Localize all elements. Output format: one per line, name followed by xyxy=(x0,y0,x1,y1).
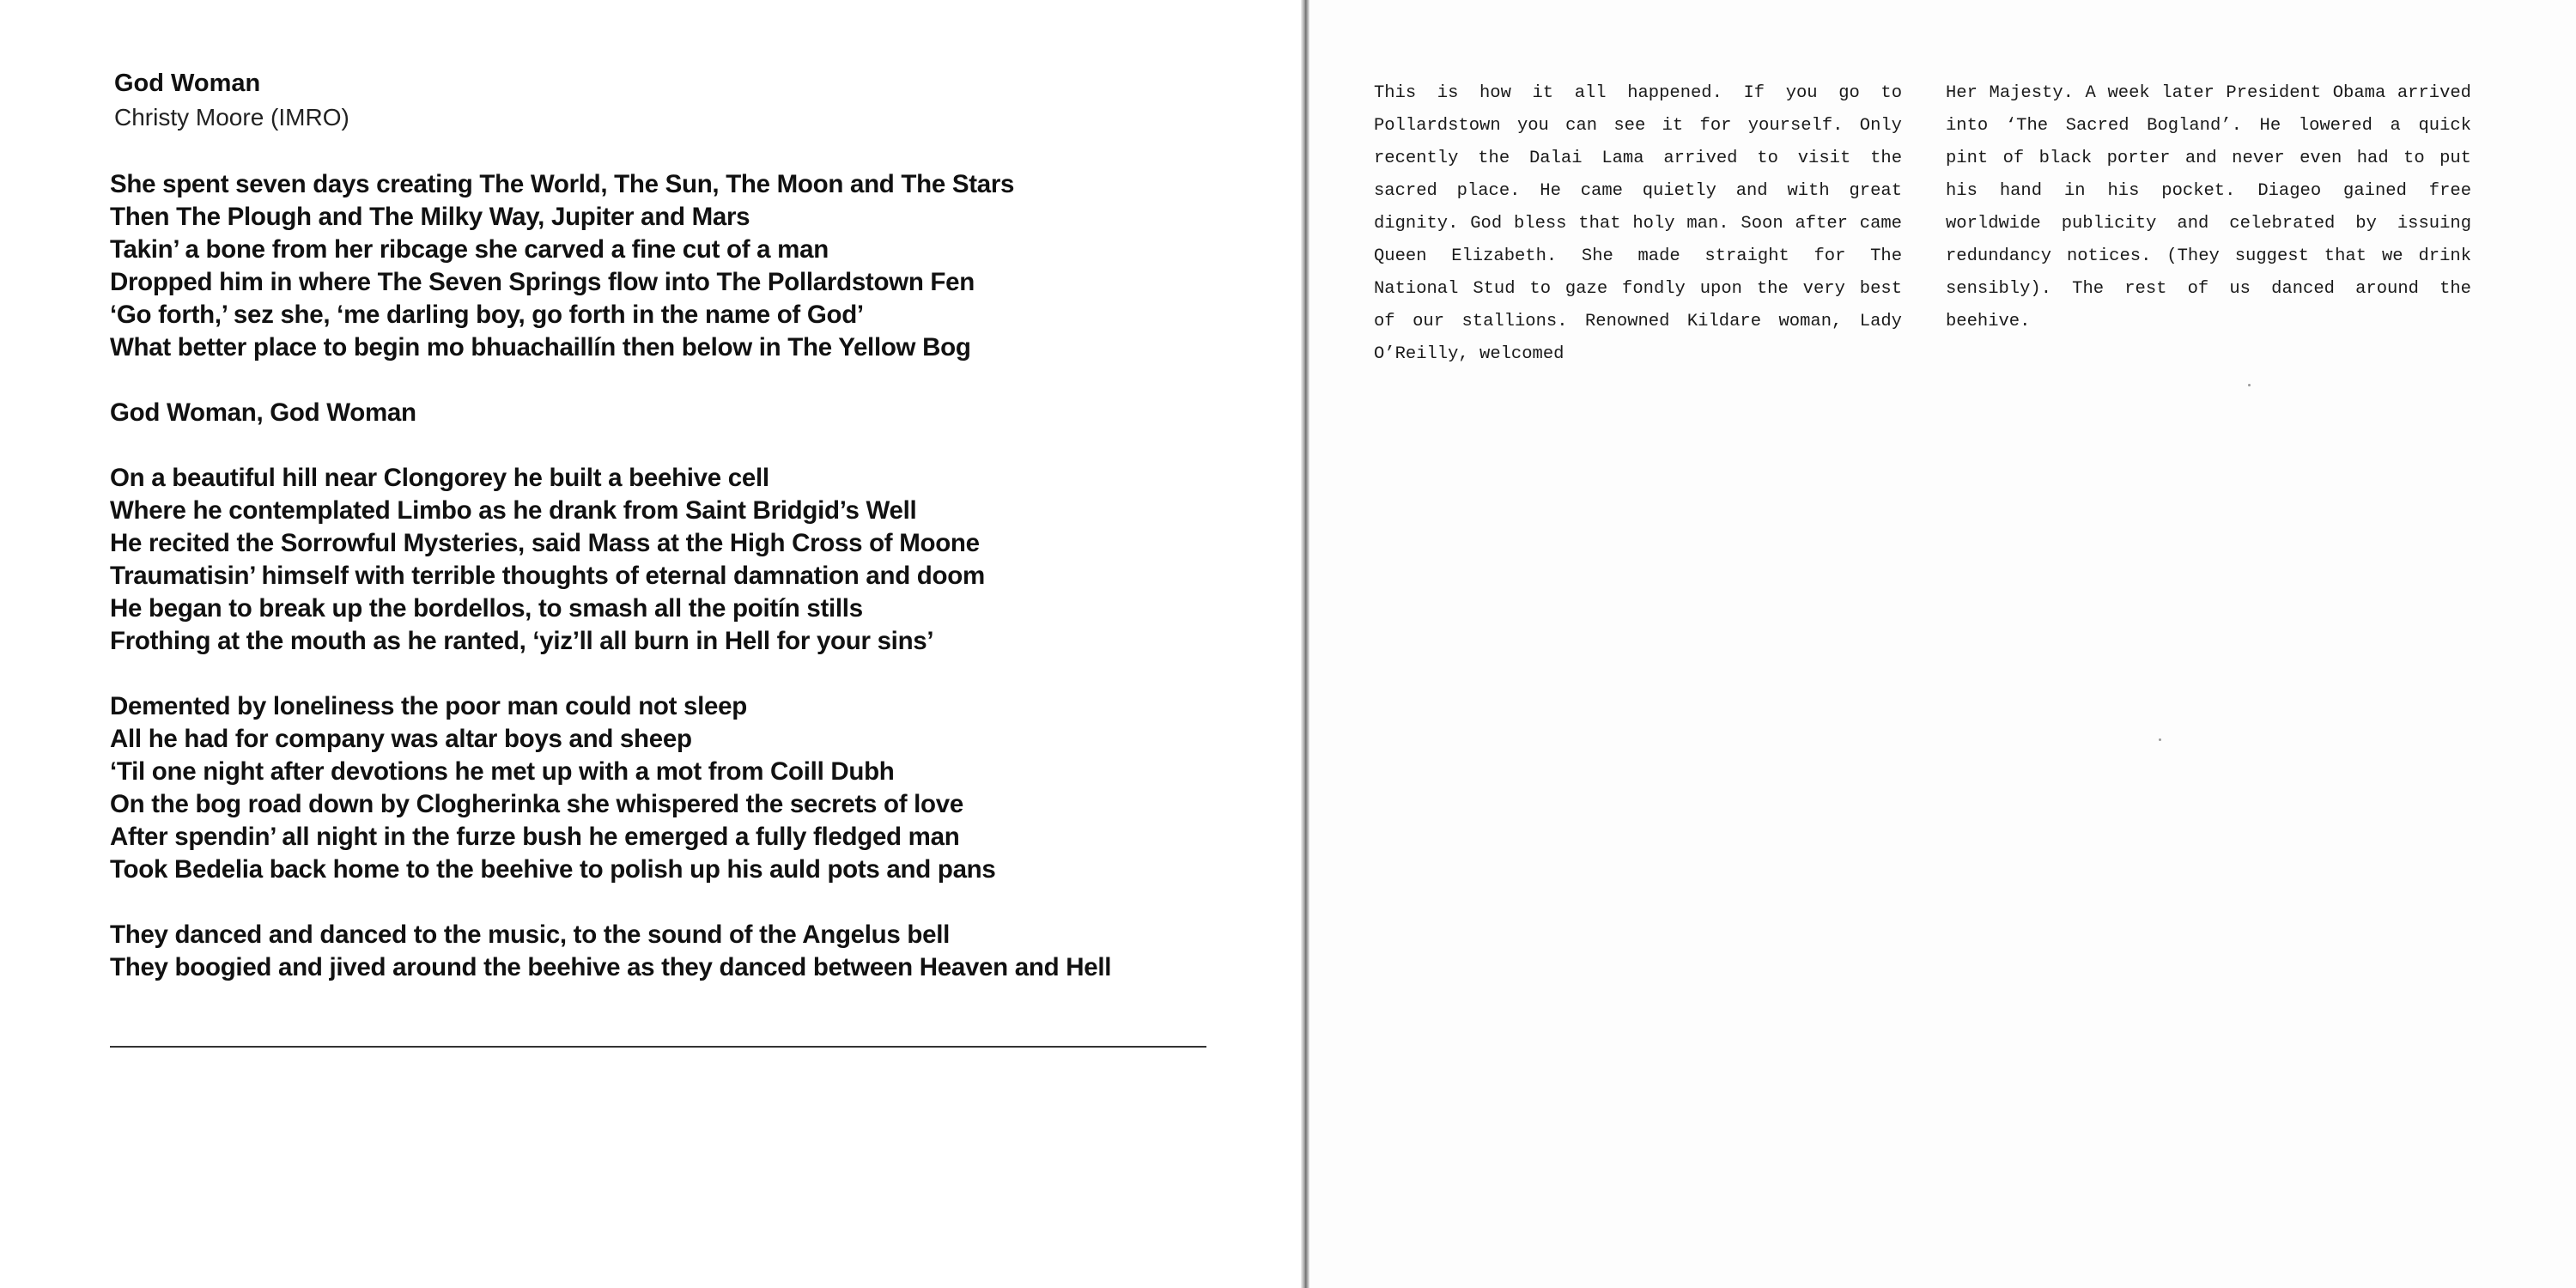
lyric-line: Frothing at the mouth as he ranted, ‘yiz’ll all burn in Hell for your sins’ xyxy=(110,627,934,655)
lyric-line: All he had for company was altar boys and sheep xyxy=(110,725,692,753)
page-gutter xyxy=(1301,0,1309,1288)
lyric-line: ‘Til one night after devotions he met up with a mot from Coill Dubh xyxy=(110,757,895,786)
scan-speck xyxy=(2248,384,2251,386)
lyric-line: He recited the Sorrowful Mysteries, said Mass at the High Cross of Moone xyxy=(110,529,980,557)
divider-rule xyxy=(110,1046,1206,1048)
lyric-line: On the bog road down by Clogherinka she whispered the secrets of love xyxy=(110,790,963,818)
chorus xyxy=(110,397,1295,429)
lyric-line: ‘Go forth,’ sez she, ‘me darling boy, go forth in the name of God’ xyxy=(110,301,864,329)
stanza xyxy=(110,168,1295,364)
lyric-line: Demented by loneliness the poor man could not sleep xyxy=(110,692,747,720)
notes-column-2: Her Majesty. A week later President Obama arrived into ‘The Sacred Bogland’. He lowered a quick pint of black porter and never even had to put his hand in his pocket. Diageo gained free worldwide publicity and celebrated by issuing redundancy notices. (They suggest that we drink sensibly). The rest of us danced around the beehive. xyxy=(1946,83,2471,331)
scan-speck xyxy=(2159,738,2161,741)
lyric-line: She spent seven days creating The World, The Sun, The Moon and The Stars xyxy=(110,170,1015,198)
stanza xyxy=(110,462,1295,658)
lyric-line: Dropped him in where The Seven Springs flow into The Pollardstown Fen xyxy=(110,268,975,296)
lyric-line: They boogied and jived around the beehive as they danced between Heaven and Hell xyxy=(110,953,1112,981)
lyric-line: Takin’ a bone from her ribcage she carved a fine cut of a man xyxy=(110,235,829,264)
lyric-line: God Woman, God Woman xyxy=(110,398,416,427)
notes-column-1: This is how it all happened. If you go to Pollardstown you can see it for yourself. Only recently the Dalai Lama arrived to visit the sacred place. He came quietly and with great dignity. God bless that holy man. Soon after came Queen Elizabeth. She made straight for The National Stud to gaze fondly upon the very best of our stallions. Renowned Kildare woman, Lady O’Reilly, welcomed xyxy=(1374,83,1902,364)
lyric-line: After spendin’ all night in the furze bush he emerged a fully fledged man xyxy=(110,823,960,851)
stanza xyxy=(110,690,1295,886)
lyric-line: Then The Plough and The Milky Way, Jupiter and Mars xyxy=(110,203,750,231)
lyric-line: On a beautiful hill near Clongorey he built a beehive cell xyxy=(110,464,769,492)
song-credit: Christy Moore (IMRO) xyxy=(114,104,349,131)
lyric-line: They danced and danced to the music, to the sound of the Angelus bell xyxy=(110,920,951,949)
lyric-line: What better place to begin mo bhuachaillín then below in The Yellow Bog xyxy=(110,333,971,361)
lyric-line: Where he contemplated Limbo as he drank from Saint Bridgid’s Well xyxy=(110,496,917,525)
stanza xyxy=(110,919,1295,984)
lyrics xyxy=(110,168,1295,1017)
lyric-line: Took Bedelia back home to the beehive to polish up his auld pots and pans xyxy=(110,855,996,884)
lyric-line: Traumatisin’ himself with terrible thoughts of eternal damnation and doom xyxy=(110,562,985,590)
lyric-line: He began to break up the bordellos, to smash all the poitín stills xyxy=(110,594,863,623)
song-title: God Woman xyxy=(114,70,261,97)
